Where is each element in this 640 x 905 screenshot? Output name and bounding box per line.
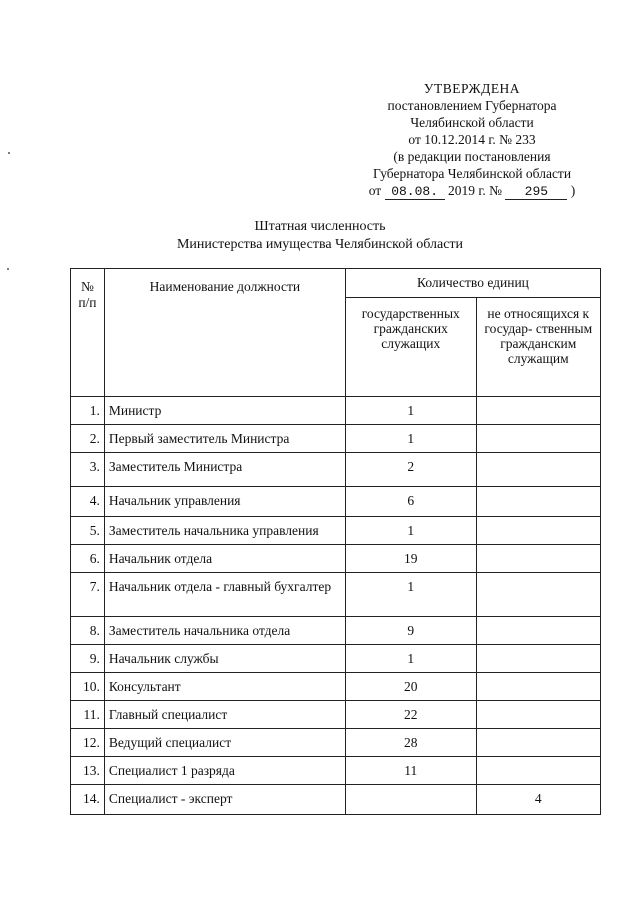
civil-count: 1	[345, 397, 476, 425]
position-name: Начальник отдела	[104, 545, 345, 573]
non-civil-count	[476, 545, 600, 573]
position-name: Консультант	[104, 673, 345, 701]
amendment-number: 295	[505, 185, 567, 200]
approval-heading: УТВЕРЖДЕНА	[423, 81, 521, 96]
row-number: 12.	[71, 729, 105, 757]
civil-count: 1	[345, 517, 476, 545]
table-row	[71, 617, 601, 645]
table-row	[71, 545, 601, 573]
non-civil-count	[476, 645, 600, 673]
non-civil-count	[476, 617, 600, 645]
position-name: Первый заместитель Министра	[104, 425, 345, 453]
row-number: 7.	[71, 573, 105, 617]
non-civil-count	[476, 573, 600, 617]
amendment-year: 2019 г. №	[447, 183, 502, 198]
title-line-2: Министерства имущества Челябинской области	[176, 237, 464, 252]
civil-count: 1	[345, 425, 476, 453]
position-name: Начальник управления	[104, 487, 345, 517]
civil-count: 6	[345, 487, 476, 517]
scan-speck	[7, 268, 9, 270]
non-civil-count	[476, 673, 600, 701]
table-row	[71, 397, 601, 425]
position-name: Главный специалист	[104, 701, 345, 729]
position-name: Ведущий специалист	[104, 729, 345, 757]
header-quantity: Количество единиц	[345, 269, 600, 298]
non-civil-count: 4	[476, 785, 600, 815]
row-number: 5.	[71, 517, 105, 545]
position-name: Заместитель начальника управления	[104, 517, 345, 545]
row-number: 13.	[71, 757, 105, 785]
row-number: 2.	[71, 425, 105, 453]
civil-count	[345, 785, 476, 815]
approval-line: Челябинской области	[410, 115, 534, 130]
header-name: Наименование должности	[104, 269, 345, 397]
civil-count: 22	[345, 701, 476, 729]
header-civil: государственных гражданских служащих	[345, 298, 476, 397]
table-row	[71, 487, 601, 517]
civil-count: 1	[345, 645, 476, 673]
header-row	[71, 269, 601, 298]
table-row	[71, 757, 601, 785]
row-number: 3.	[71, 453, 105, 487]
approval-block	[356, 80, 588, 200]
table-row	[71, 425, 601, 453]
title-line-1: Штатная численность	[254, 219, 386, 234]
position-name: Министр	[104, 397, 345, 425]
civil-count: 9	[345, 617, 476, 645]
position-name: Специалист 1 разряда	[104, 757, 345, 785]
table-row	[71, 785, 601, 815]
row-number: 8.	[71, 617, 105, 645]
amendment-date: 08.08.	[385, 185, 445, 200]
table-row	[71, 645, 601, 673]
scan-speck	[8, 152, 10, 154]
civil-count: 28	[345, 729, 476, 757]
non-civil-count	[476, 729, 600, 757]
non-civil-count	[476, 453, 600, 487]
non-civil-count	[476, 487, 600, 517]
table-row	[71, 673, 601, 701]
close-paren: )	[570, 183, 576, 198]
position-name: Заместитель начальника отдела	[104, 617, 345, 645]
non-civil-count	[476, 757, 600, 785]
position-name: Заместитель Министра	[104, 453, 345, 487]
staff-table	[70, 268, 601, 815]
header-non-civil: не относящихся к государ- ственным гражданским служащим	[476, 298, 600, 397]
table-row	[71, 729, 601, 757]
non-civil-count	[476, 425, 600, 453]
row-number: 11.	[71, 701, 105, 729]
table-row	[71, 701, 601, 729]
civil-count: 19	[345, 545, 476, 573]
position-name: Начальник службы	[104, 645, 345, 673]
position-name: Специалист - эксперт	[104, 785, 345, 815]
non-civil-count	[476, 397, 600, 425]
non-civil-count	[476, 517, 600, 545]
amendment-line	[356, 182, 588, 200]
approval-line: постановлением Губернатора	[387, 98, 557, 113]
header-num: № п/п	[71, 269, 105, 397]
table-row	[71, 517, 601, 545]
row-number: 1.	[71, 397, 105, 425]
table-row	[71, 573, 601, 617]
document-title	[0, 218, 640, 254]
table-row	[71, 453, 601, 487]
row-number: 4.	[71, 487, 105, 517]
approval-line: (в редакции постановления	[393, 149, 551, 164]
civil-count: 1	[345, 573, 476, 617]
civil-count: 2	[345, 453, 476, 487]
row-number: 14.	[71, 785, 105, 815]
row-number: 10.	[71, 673, 105, 701]
approval-line: от 10.12.2014 г. № 233	[408, 132, 536, 147]
civil-count: 11	[345, 757, 476, 785]
from-prefix: от	[368, 183, 382, 198]
position-name: Начальник отдела - главный бухгалтер	[104, 573, 345, 617]
row-number: 9.	[71, 645, 105, 673]
civil-count: 20	[345, 673, 476, 701]
approval-line: Губернатора Челябинской области	[372, 166, 572, 181]
row-number: 6.	[71, 545, 105, 573]
non-civil-count	[476, 701, 600, 729]
